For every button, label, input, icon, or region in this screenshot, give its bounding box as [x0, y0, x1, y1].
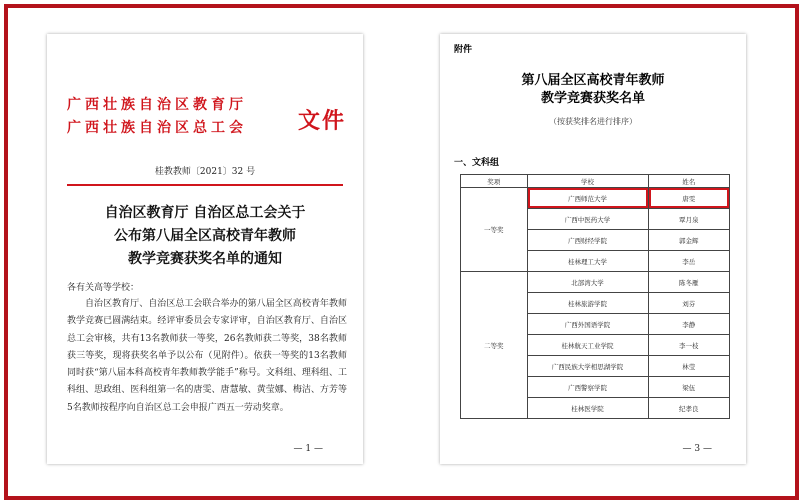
notice-page	[47, 34, 363, 464]
award-table	[460, 174, 730, 419]
award-cell: 一等奖	[461, 188, 528, 272]
name-cell: 唐雯	[648, 188, 729, 209]
attachment-subtitle: （按获奖排名进行排序）	[549, 117, 637, 126]
attachment-title	[440, 72, 746, 108]
issuer-line-2: 广西壮族自治区总工会	[67, 120, 247, 136]
notice-title	[47, 202, 363, 271]
red-divider	[67, 184, 343, 186]
header-award: 奖项	[461, 175, 528, 188]
school-cell: 广西外国语学院	[527, 314, 648, 335]
page-number: — 3 —	[682, 444, 712, 454]
name-cell: 梁伍	[648, 377, 729, 398]
school-cell: 广西师范大学	[527, 188, 648, 209]
attachment-title-line-2: 教学竞赛获奖名单	[540, 91, 645, 106]
name-cell: 纪孝良	[648, 398, 729, 419]
title-line-1: 自治区教育厅 自治区总工会关于	[104, 205, 306, 221]
group-label: 一、文科组	[454, 158, 500, 168]
school-cell: 北部湾大学	[527, 272, 648, 293]
name-cell: 覃月泉	[648, 209, 729, 230]
attachment-page	[440, 34, 746, 464]
page-number: — 1 —	[293, 444, 323, 454]
name-cell: 刘芬	[648, 293, 729, 314]
school-cell: 广西警察学院	[527, 377, 648, 398]
issuer-block	[67, 94, 247, 140]
name-cell: 李静	[648, 314, 729, 335]
table-header-row	[461, 175, 730, 188]
notice-body: 自治区教育厅、自治区总工会联合举办的第八届全区高校青年教师教学竞赛已圆满结束。经评审委员会专家评审，自治区教育厅、自治区总工会审核，共有13名教师获一等奖，26名教师获二等奖，38名教师获三等奖，现将获奖名单予以公布（见附件）。依获一等奖的13名教师同时获“第八届本科高校青年教师教学能手”称号。文科组、理科组、工科组、思政组、医科组第一名的唐雯、唐慧敏、黄莹娜、梅洁、方芳等5名教师按程序向自治区总工会申报广西五一劳动奖章。	[67, 299, 347, 413]
issuer-line-1: 广西壮族自治区教育厅	[67, 97, 247, 113]
document-word: 文件	[298, 108, 347, 134]
title-line-3: 教学竞赛获奖名单的通知	[128, 251, 282, 267]
school-cell: 桂林理工大学	[527, 251, 648, 272]
school-cell: 广西民族大学相思湖学院	[527, 356, 648, 377]
school-cell: 桂林旅游学院	[527, 293, 648, 314]
attachment-title-line-1: 第八届全区高校青年教师	[521, 73, 665, 88]
school-cell: 桂林医学院	[527, 398, 648, 419]
name-cell: 郭金辉	[648, 230, 729, 251]
school-cell: 广西财经学院	[527, 230, 648, 251]
school-cell: 广西中医药大学	[527, 209, 648, 230]
attachment-label: 附件	[454, 45, 473, 55]
name-cell: 林莹	[648, 356, 729, 377]
table-row	[461, 272, 730, 293]
table-row	[461, 188, 730, 209]
document-number: 桂教教师〔2021〕32 号	[154, 167, 256, 177]
award-cell: 二等奖	[461, 272, 528, 419]
name-cell: 李岳	[648, 251, 729, 272]
name-cell: 李一枝	[648, 335, 729, 356]
addressee: 各有关高等学校：	[67, 283, 140, 293]
header-school: 学校	[527, 175, 648, 188]
header-name: 姓名	[648, 175, 729, 188]
title-line-2: 公布第八届全区高校青年教师	[114, 228, 296, 244]
school-cell: 桂林航天工业学院	[527, 335, 648, 356]
name-cell: 陈冬雁	[648, 272, 729, 293]
